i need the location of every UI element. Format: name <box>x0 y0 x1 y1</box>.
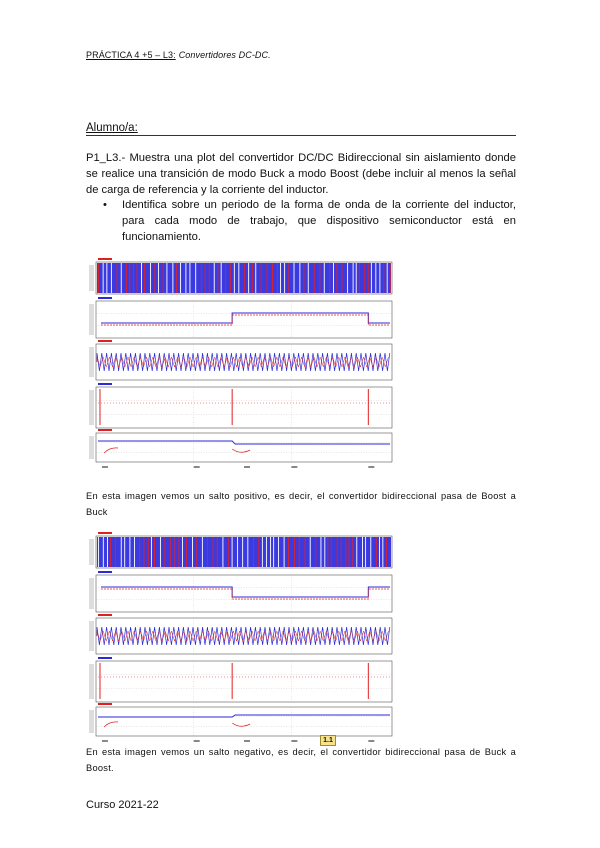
gate-pulse <box>356 263 357 293</box>
x-tick-label <box>102 466 108 468</box>
gate-pulse <box>228 537 229 567</box>
gate-pulse <box>107 537 108 567</box>
panel-frame <box>96 387 392 428</box>
gate-pulse <box>314 263 315 293</box>
gate-pulse <box>305 537 306 567</box>
gate-pulse <box>247 537 248 567</box>
gate-pulse <box>141 263 142 293</box>
gate-pulse <box>288 537 289 567</box>
axis-tick-strip <box>89 436 94 459</box>
panel-frame <box>96 301 392 338</box>
gate-pulse <box>319 263 320 293</box>
gate-pulse <box>248 263 249 293</box>
x-tick-label <box>291 466 297 468</box>
gate-pulse <box>294 537 295 567</box>
figure-2-caption: En esta imagen vemos un salto negativo, es decir, el convertidor bidireccional pasa de Buck a Boost. <box>86 747 516 773</box>
gate-pulse <box>244 263 245 293</box>
gate-pulse <box>386 537 387 567</box>
gate-pulse <box>221 263 222 293</box>
gate-pulse <box>195 263 196 293</box>
gate-pulse <box>238 263 239 293</box>
gate-pulse <box>382 537 383 567</box>
gate-pulse <box>213 537 214 567</box>
gate-pulse <box>308 263 309 293</box>
axis-tick-strip <box>89 539 94 565</box>
figure-2-plot <box>86 530 396 748</box>
gate-pulse <box>148 537 149 567</box>
gate-pulse <box>262 537 263 567</box>
gate-pulse <box>154 263 155 293</box>
gate-pulse <box>331 537 332 567</box>
x-tick-label <box>194 740 200 742</box>
gate-pulse <box>139 537 140 567</box>
gate-pulse <box>353 263 354 293</box>
gate-pulse <box>214 263 215 293</box>
legend-swatch <box>98 340 112 342</box>
gate-pulse <box>166 263 167 293</box>
gate-pulse <box>137 263 138 293</box>
gate-pulse <box>129 263 130 293</box>
student-label: Alumno/a: <box>86 122 138 134</box>
gate-pulse <box>172 263 173 293</box>
legend-swatch <box>98 297 112 299</box>
gate-pulse <box>368 263 369 293</box>
x-tick-label <box>291 740 297 742</box>
panel-frame <box>96 661 392 702</box>
course-label: PRÁCTICA 4 +5 – L3: <box>86 50 176 60</box>
gate-pulse <box>267 263 268 293</box>
gate-pulse <box>321 537 322 567</box>
question-bullet <box>103 197 516 245</box>
gate-pulse <box>110 537 111 567</box>
gate-pulse <box>225 263 226 293</box>
gate-pulse <box>252 263 253 293</box>
gate-pulse <box>196 537 197 567</box>
gate-pulse <box>129 537 130 567</box>
gate-pulse <box>163 263 164 293</box>
x-tick-label <box>244 740 250 742</box>
gate-pulse <box>133 263 134 293</box>
gate-pulse <box>294 263 295 293</box>
axis-tick-strip <box>89 621 94 651</box>
x-tick-label <box>368 466 374 468</box>
gate-pulse <box>176 263 177 293</box>
gate-pulse <box>186 537 187 567</box>
gate-pulse <box>370 537 371 567</box>
legend-swatch <box>98 657 112 659</box>
axis-tick-strip <box>89 578 94 609</box>
gate-pulse <box>273 537 274 567</box>
axis-tick-strip <box>89 664 94 699</box>
gate-pulse <box>255 263 256 293</box>
gate-pulse <box>383 263 384 293</box>
gate-pulse <box>327 537 328 567</box>
gate-pulse <box>121 263 122 293</box>
gate-pulse <box>364 263 365 293</box>
gate-pulse <box>121 537 122 567</box>
gate-pulse <box>103 537 104 567</box>
figure-1-svg <box>86 256 396 474</box>
gate-pulse <box>182 537 183 567</box>
gate-pulse <box>375 263 376 293</box>
gate-pulse <box>230 263 231 293</box>
legend-swatch <box>98 614 112 616</box>
panel-frame <box>96 575 392 612</box>
gate-pulse <box>277 263 278 293</box>
gate-pulse <box>333 263 334 293</box>
gate-pulse <box>379 263 380 293</box>
gate-pulse <box>356 537 357 567</box>
gate-pulse <box>154 537 155 567</box>
legend-swatch <box>98 532 112 534</box>
gate-pulse <box>189 263 190 293</box>
gate-pulse <box>371 263 372 293</box>
gate-pulse <box>98 263 99 293</box>
legend-swatch <box>98 703 112 705</box>
gate-pulse <box>192 537 193 567</box>
gate-pulse <box>160 537 161 567</box>
gate-pulse <box>237 537 238 567</box>
panel-frame <box>96 707 392 736</box>
gate-pulse <box>352 537 353 567</box>
gate-pulse <box>134 537 135 567</box>
gate-pulse <box>232 537 233 567</box>
gate-pulse <box>111 263 112 293</box>
gate-pulse <box>164 537 165 567</box>
gate-pulse <box>124 537 125 567</box>
gate-pulse <box>106 263 107 293</box>
bullet-marker: • <box>103 199 107 211</box>
axis-tick-strip <box>89 347 94 377</box>
gate-pulse <box>324 537 325 567</box>
gate-pulse <box>284 263 285 293</box>
comment-badge[interactable]: 1.1 <box>320 735 336 746</box>
gate-pulse <box>158 263 159 293</box>
gate-pulse <box>337 537 338 567</box>
gate-pulse <box>376 537 377 567</box>
gate-pulse <box>202 537 203 567</box>
axis-tick-strip <box>89 390 94 425</box>
gate-pulse <box>387 263 388 293</box>
gate-pulse <box>324 263 325 293</box>
gate-pulse <box>150 263 151 293</box>
gate-pulse <box>341 537 342 567</box>
gate-pulse <box>359 263 360 293</box>
gate-pulse <box>315 537 316 567</box>
question-text: P1_L3.- Muestra una plot del convertidor DC/DC Bidireccional sin aislamiento donde se realice una transición de modo Buck a modo Boost (debe incluir al menos la señal de carga de referencia y la corriente del inductor. <box>86 152 516 196</box>
gate-pulse <box>117 263 118 293</box>
x-tick-label <box>102 740 108 742</box>
axis-tick-strip <box>89 265 94 291</box>
axis-tick-strip <box>89 304 94 335</box>
gate-pulse <box>362 537 363 567</box>
gate-pulse <box>185 263 186 293</box>
gate-pulse <box>209 263 210 293</box>
gate-pulse <box>170 537 171 567</box>
x-tick-label <box>368 740 374 742</box>
gate-pulse <box>299 263 300 293</box>
gate-pulse <box>144 263 145 293</box>
gate-pulse <box>342 263 343 293</box>
gate-pulse <box>304 263 305 293</box>
gate-pulse <box>201 263 202 293</box>
gate-pulse <box>345 537 346 567</box>
gate-pulse <box>151 537 152 567</box>
panel-frame <box>96 433 392 462</box>
gate-pulse <box>222 537 223 567</box>
legend-swatch <box>98 383 112 385</box>
figure-2-svg <box>86 530 396 748</box>
gate-pulse <box>270 537 271 567</box>
gate-pulse <box>115 537 116 567</box>
bullet-text: Identifica sobre un periodo de la forma de onda de la corriente del inductor, para cada modo de trabajo, que dispositivo semiconductor está en funcionamiento. <box>122 199 516 243</box>
gate-pulse <box>103 263 104 293</box>
gate-pulse <box>180 263 181 293</box>
gate-pulse <box>174 537 175 567</box>
legend-swatch <box>98 429 112 431</box>
gate-pulse <box>284 537 285 567</box>
student-name-line <box>86 122 516 136</box>
gate-pulse <box>98 537 99 567</box>
legend-swatch <box>98 571 112 573</box>
gate-pulse <box>310 537 311 567</box>
gate-pulse <box>266 537 267 567</box>
gate-pulse <box>205 263 206 293</box>
gate-pulse <box>144 537 145 567</box>
subject-title: Convertidores DC-DC. <box>178 50 271 60</box>
gate-pulse <box>280 263 281 293</box>
gate-pulse <box>261 263 262 293</box>
gate-pulse <box>258 537 259 567</box>
gate-pulse <box>390 263 391 293</box>
gate-pulse <box>288 263 289 293</box>
x-tick-label <box>194 466 200 468</box>
gate-pulse <box>126 263 127 293</box>
footer-year: Curso 2021-22 <box>86 799 159 811</box>
figure-1-plot <box>86 256 396 474</box>
gate-pulse <box>347 263 348 293</box>
gate-pulse <box>207 537 208 567</box>
gate-signal-band <box>97 537 391 567</box>
gate-pulse <box>299 537 300 567</box>
gate-pulse <box>234 263 235 293</box>
legend-swatch <box>98 258 112 260</box>
gate-pulse <box>217 537 218 567</box>
gate-pulse <box>217 263 218 293</box>
gate-pulse <box>253 537 254 567</box>
gate-pulse <box>329 263 330 293</box>
axis-tick-strip <box>89 710 94 733</box>
gate-pulse <box>379 537 380 567</box>
figure-1-caption: En esta imagen vemos un salto positivo, es decir, el convertidor bidireccional pasa de Boost a Buck <box>86 491 516 517</box>
gate-pulse <box>272 263 273 293</box>
x-tick-label <box>244 466 250 468</box>
gate-pulse <box>178 537 179 567</box>
gate-pulse <box>349 537 350 567</box>
gate-pulse <box>242 537 243 567</box>
gate-pulse <box>336 263 337 293</box>
gate-pulse <box>365 537 366 567</box>
gate-pulse <box>278 537 279 567</box>
document-header <box>86 50 271 60</box>
